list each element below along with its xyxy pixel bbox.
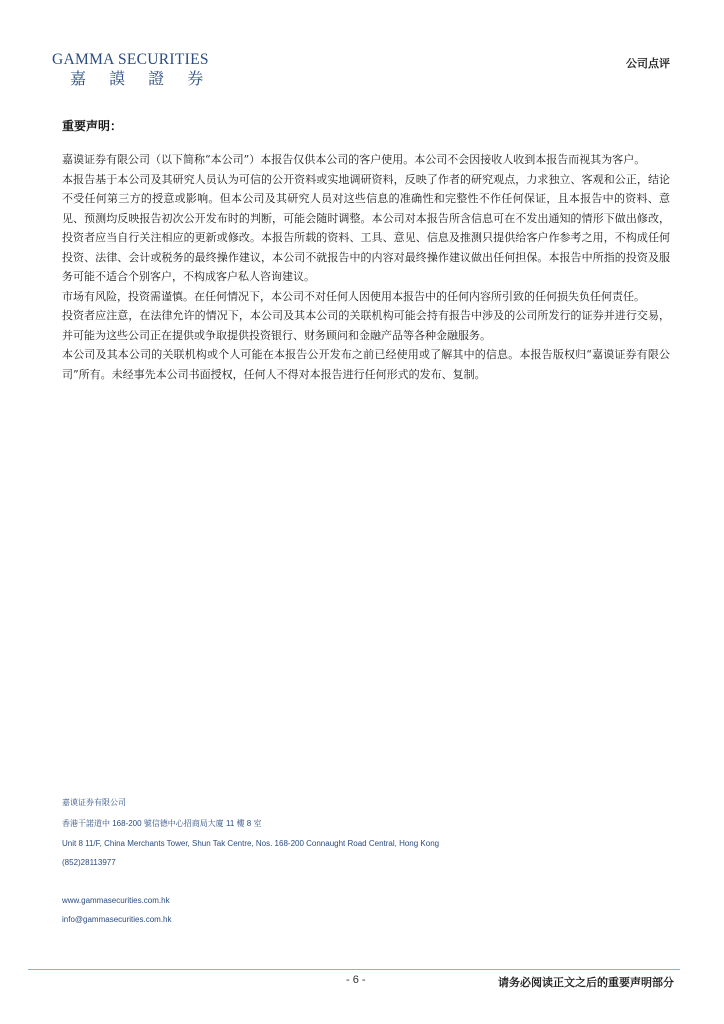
email-link[interactable]: info@gammasecurities.com.hk: [62, 915, 172, 924]
footer-divider: [28, 969, 680, 970]
address-chinese: 香港干諾道中 168-200 號信德中心招商局大廈 11 樓 8 室: [62, 819, 262, 828]
disclaimer-heading: 重要声明：: [62, 119, 123, 133]
report-type-label: 公司点评: [626, 57, 670, 70]
footer-notice: 请务必阅读正文之后的重要声明部分: [498, 976, 674, 989]
company-logo-english: GAMMA SECURITIES: [52, 51, 209, 68]
disclaimer-paragraph: 投资者应注意，在法律允许的情况下，本公司及其本公司的关联机构可能会持有报告中涉及的公司所发行的证券并进行交易，并可能为这些公司正在提供或争取提供投资银行、财务顾问和金融产品等各种金融服务。: [62, 309, 670, 342]
disclaimer-paragraph: 本公司及其本公司的关联机构或个人可能在本报告公开发布之前已经使用或了解其中的信息。本报告版权归“嘉谟证券有限公司”所有。未经事先本公司书面授权，任何人不得对本报告进行任何形式的发布、复制。: [62, 348, 670, 381]
disclaimer-paragraph: 市场有风险，投资需谨慎。在任何情况下，本公司不对任何人因使用本报告中的任何内容所引致的任何损失负任何责任。: [62, 289, 645, 303]
address-english: Unit 8 11/F, China Merchants Tower, Shun Tak Centre, Nos. 168-200 Connaught Road Central, Hong Kong: [62, 839, 440, 848]
disclaimer-paragraph: 嘉谟证券有限公司（以下简称“本公司”）本报告仅供本公司的客户使用。本公司不会因接收人收到本报告而视其为客户。: [62, 153, 646, 166]
page-number: - 6 -: [346, 974, 366, 986]
website-link[interactable]: www.gammasecurities.com.hk: [62, 896, 170, 905]
company-logo-chinese: 嘉 謨 證 券: [70, 69, 213, 88]
phone-number: (852)28113977: [62, 858, 116, 867]
company-name: 嘉谟证券有限公司: [62, 798, 126, 807]
disclaimer-paragraph: 本报告基于本公司及其研究人员认为可信的公开资料或实地调研资料，反映了作者的研究观点，力求独立、客观和公正，结论不受任何第三方的授意或影响。但本公司及其研究人员对这些信息的准确性和完整性不作任何保证，且本报告中的资料、意见、预测均反映报告初次公开发布时的判断，可能会随时调整。本公司对本报告所含信息可在不发出通知的情形下做出修改，投资者应当自行关注相应的更新或修改。本报告所载的资料、工具、意见、信息及推测只提供给客户作参考之用，不构成任何投资、法律、会计或税务的最终操作建议，本公司不就报告中的内容对最终操作建议做出任何担保。本报告中所指的投资及服务可能不适合个别客户，不构成客户私人咨询建议。: [62, 172, 670, 283]
disclaimer-body: [62, 150, 670, 384]
